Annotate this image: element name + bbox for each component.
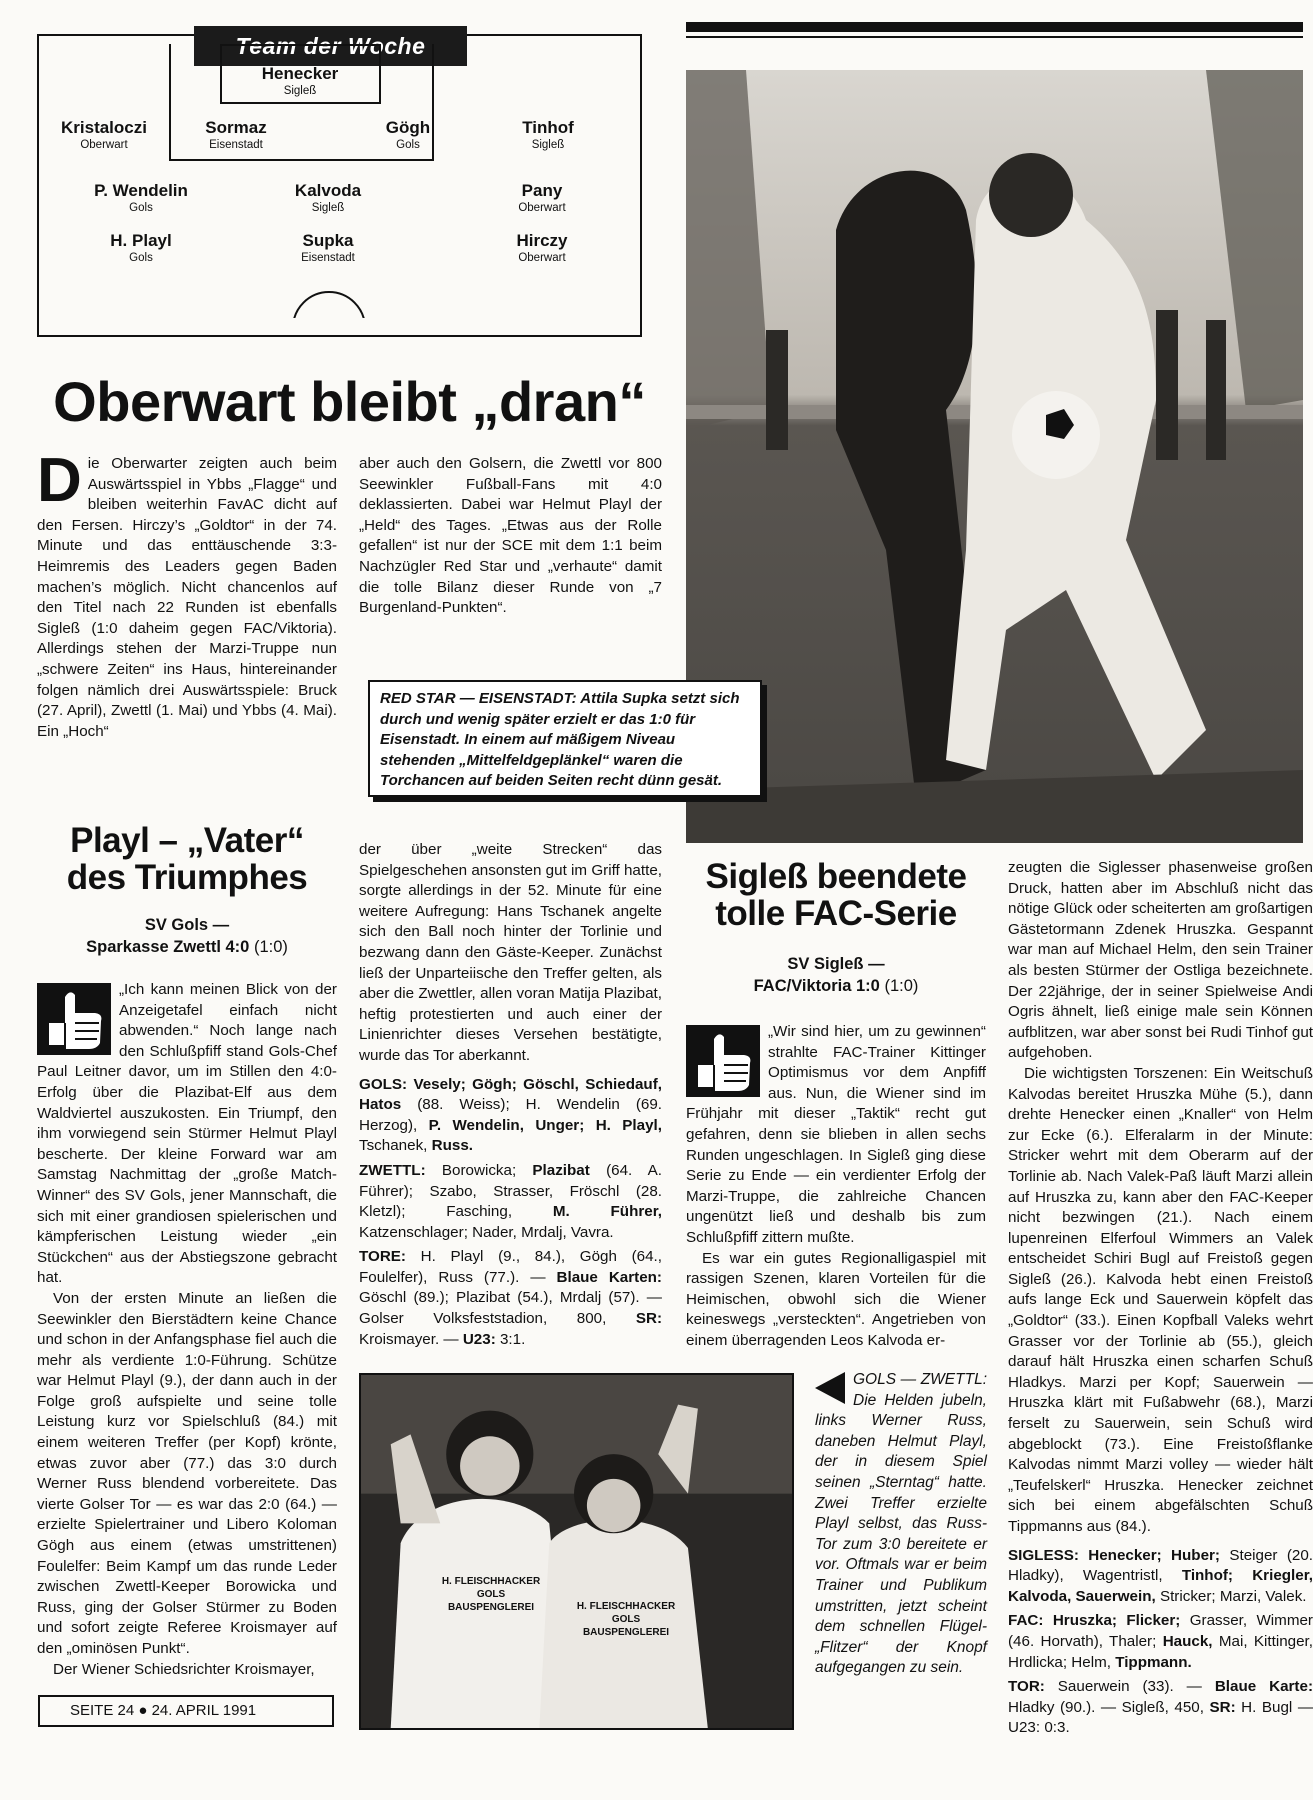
zwettl-lineup: ZWETTL: Borowicka; Plazibat (64. A. Führer); Szabo, Strasser, Fröschl (28. Kletzl); Fasching, M. Führer, Katzenschlager; Nader, Mrdalj, Vavra.: [359, 1161, 662, 1241]
gols-headline-line2: des Triumphes: [66, 858, 308, 898]
main-article-col2: [359, 454, 662, 619]
center-circle: [292, 291, 366, 365]
player-card: Henecker Sigleß: [261, 64, 339, 97]
player-card: Gögh Gols: [385, 118, 431, 151]
player-card: H. Playl Gols: [110, 231, 172, 264]
sigless-col1: [686, 1022, 986, 1352]
main-article-text-2: aber auch den Golsern, die Zwettl vor 800 Seewinkler Fußball-Fans mit 4:0 deklassierten. Dabei war Helmut Playl der „Held“ des Tages. „Etwas aus der Rolle gefallen“ ist nur der SCE mit dem 1:1 beim Nachzügler Red Star und „verhaute“ damit die tolle Bilanz dieser Runde von „7 Burgenland-Punkten“.: [359, 455, 662, 617]
match-photo-gols-zwettl: [359, 1373, 794, 1730]
fac-lineup: FAC: Hruszka; Flicker; Grasser, Wimmer (46. Horvath), Thaler; Hauck, Mai, Kittinger, Hrdlicka; Helm, Tippmann.: [1008, 1612, 1313, 1671]
jersey-print-right: H. FLEISCHHACKER GOLS BAUSPENGLEREI: [576, 1601, 676, 1638]
sigless-goals: TOR: Sauerwein (33). — Blaue Karte: Hladky (90.). — Sigleß, 450, SR: H. Bugl — U23: 0:3.: [1008, 1678, 1313, 1737]
dropcap: D: [37, 446, 82, 515]
sigless-lineup: SIGLESS: Henecker; Huber; Steiger (20. Hladky), Wagentristl, Tinhof; Kriegler, Kalvoda, Sauerwein, Stricker; Marzi, Valek.: [1008, 1546, 1313, 1605]
sigless-headline: [686, 858, 986, 932]
main-article-col1: [37, 446, 337, 742]
page-footer: SEITE 24 ● 24. APRIL 1991: [38, 1695, 334, 1727]
jersey-print-left: H. FLEISCHHACKER GOLS BAUSPENGLEREI: [441, 1576, 541, 1613]
main-article-text: ie Oberwarter zeigten auch beim Auswärtsspiel in Ybbs „Flagge“ und bleiben weiterhin FavAC dicht auf den Fersen. Hirczy’s „Goldtor“ in der 74. Minute und das enttäuschende 3:3-Heimremis des Leaders gegen Baden machen’s möglich. Nicht chancenlos auf den Titel nach 22 Runden ist ebenfalls Sigleß (1:0 daheim gegen FAC/Viktoria). Allerdings stehen der Marzi-Truppe nun „schwere Zeiten“ ins Haus, hintereinander folgen nämlich drei Auswärtsspiele: Bruck (27. April), Zwettl (1. Mai) und Ybbs (4. Mai). Ein „Hoch“: [37, 455, 337, 740]
player-card: Hirczy Oberwart: [516, 231, 568, 264]
sigless-para3: Die wichtigsten Torszenen: Ein Weitschuß Kalvodas bereitet Hruszka Mühe (5.), dann drehte Henecker einen „Knaller“ von Helm zur Ecke (6.). Elferalarm in der Minute: Stricker wehrt mit dem Oberarm auf der Torlinie ab. Nach Valek-Paß läuft Marzi allein auf Hruszka zu, kann aber den FAC-Keeper nicht bezwingen (21.). Nach einem lupenreinen Elferfoul Wimmers an Valek entscheidet Schiri Bugl auf Freistoß gegen Sigleß (26.). Kalvoda hebt einen Freistoß aufs lange Eck und Sauerwein köpfelt das „Goldtor“ (33.). Einen Kopfball Valeks wehrt Grasser vor der Torlinie ab (55.), gleich darauf hält Hruszka einen scharfen Schuß Hladkys. Marzi per Kopf; Sauerwein — Hruszka klärt mit Fußabwehr (68.), Marzi ferselt zu Sauerwein, sein Schuß wird abgeblockt (73.). Eine Freistoßflanke Kalvodas nimmt Marzi volley — wieder hält „Teufelskerl“ Hruszka. Henecker zeichnet sich bei einem abgefälschten Schuß Tippmanns aus (84.).: [1008, 1064, 1313, 1535]
thumbs-up-icon: [686, 1025, 760, 1097]
sigless-col2-text: zeugten die Siglesser phasenweise großen Druck, hatten aber im Abschluß nicht das nötige Glück oder scheiterten am großartigen Gästetormann Zdenek Hruszka. Gespannt war man auf Michael Helm, den sein Trainer als besten Stürmer der Ostliga bezeichnete. Der 22jährige, der in seiner Spielweise Andi Ogris ähnelt, ließ einige male sein Können aufblitzen, war aber sonst bei Rudi Tinhof gut aufgehoben.: [1008, 859, 1313, 1062]
gols-goals: TORE: H. Playl (9., 84.), Gögh (64., Foulelfer), Russ (77.). — Blaue Karten: Göschl (89.); Plazibat (54.), Mrdalj (57). — Golser Volksfeststadion, 800, SR: Kroismayer. — U23: 3:1.: [359, 1248, 662, 1348]
sigless-para2: Es war ein gutes Regionalligaspiel mit rassigen Szenen, klaren Vorteilen für die Heimischen, obwohl sich die Wiener keineswegs „versteckten“. Angetrieben von einem überragenden Leos Kalvoda er-: [686, 1249, 986, 1349]
player-card: Kalvoda Sigleß: [294, 181, 362, 214]
team-of-the-week-banner: Team der Woche: [194, 26, 467, 66]
gols-para3: Der Wiener Schiedsrichter Kroismayer,: [53, 1660, 315, 1678]
sigless-subheading: SV Sigleß — FAC/Viktoria 1:0 (1:0): [753, 955, 919, 995]
main-headline: Oberwart bleibt „dran“: [53, 370, 646, 433]
gols-col2-text: der über „weite Strecken“ das Spielgeschehen ansonsten gut im Griff hatte, sorgte allerdings in der 52. Minute für eine weitere Aufregung: Hans Tschanek angelte sich den Ball noch hinter der Torlinie und bezwang dann den Gäste-Keeper. Zunächst ließ der Unparteiische den Treffer gelten, als aber die Zwettler, allen voran Matija Plazibat, heftig protestierten und auch einer der Linienrichter dieses Versehen bestätigte, wurde das Tor aberkannt.: [359, 841, 662, 1064]
player-card: Supka Eisenstadt: [301, 231, 355, 264]
top-rule-thin: [686, 36, 1303, 38]
player-card: Tinhof Sigleß: [522, 118, 574, 151]
top-rule: [686, 22, 1303, 32]
player-card: P. Wendelin Gols: [94, 181, 188, 214]
caption-arrow-icon: [815, 1372, 845, 1404]
photo-caption-red-star: RED STAR — EISENSTADT: Attila Supka setzt sich durch und wenig später erzielt er das 1:0 für Eisenstadt. In einem auf mäßigem Niveau stehenden „Mittelfeldgeplänkel“ waren die Torchancen auf beiden Seiten recht dünn gesät.: [368, 680, 762, 797]
gols-intro: „Ich kann meinen Blick von der Anzeigetafel einfach nicht abwenden.“ Noch lange nach den Schlußpfiff stand Gols-Chef Paul Leitner davor, um im Stillen den 4:0-Erfolg über die Plazibat-Elf aus dem Waldviertel auszukosten. Ein Triumpf, den ihm vorwiegend sein Stürmer Helmut Playl bescherte. Der kleine Forward war am Samstag Nachmittag der „große Match-Winner“ des SV Gols, jener Mannschaft, die sich mit einer grandiosen spielerischen und kämpferischen Leistung wieder „ein Stückchen“ aus der Abstiegszone gebracht hat.: [37, 981, 337, 1287]
player-card: Sormaz Eisenstadt: [205, 118, 267, 151]
gols-col1: [37, 980, 337, 1680]
sigless-headline-line2: tolle FAC-Serie: [715, 894, 957, 934]
gols-col2: [359, 840, 662, 1350]
gols-para2: Von der ersten Minute an ließen die Seewinkler den Bierstädtern keine Chance und schon in der Anfangsphase fiel auch die mehr als verdiente 1:0-Führung. Schütze war Helmut Playl (9.), der dann auch in der Folge groß aufspielte und seine tolle Leistung kurz vor Spielschluß (84.) mit einem weiteren Treffer (per Kopf) krönte, etwas zuvor aber (77.) das 3:0 durch Werner Russ blendend vorbereitete. Das vierte Golser Tor — es war das 2:0 (64.) — erzielte Spielertrainer und Libero Koloman Gögh aus einem (etwas umstrittenen) Foulelfer: Beim Kampf um das runde Leder zwischen Zwettl-Keeper Borowicka und Russ, ging der Golser Stürmer zu Boden und sofort zeigte Referee Kroismayer auf den „ominösen Punkt“.: [37, 1289, 337, 1657]
sigless-headline-line1: Sigleß beendete: [705, 857, 967, 896]
match-photo-red-star-eisenstadt: [686, 70, 1303, 843]
player-card: Kristaloczi Oberwart: [61, 118, 147, 151]
gols-subheading: SV Gols — Sparkasse Zwettl 4:0 (1:0): [86, 916, 288, 956]
gols-lineup: GOLS: Vesely; Gögh; Göschl, Schiedauf, Hatos (88. Weiss); H. Wendelin (69. Herzog), P. Wendelin, Unger; H. Playl, Tschanek, Russ.: [359, 1075, 662, 1155]
sigless-col2: [1008, 858, 1313, 1737]
team-of-the-week-box: [37, 34, 642, 337]
thumbs-up-icon: [37, 983, 111, 1055]
photo-caption-gols: GOLS — ZWETTL: Die Helden jubeln, links Werner Russ, daneben Helmut Playl, der in diesem Spiel seinen „Sterntag“ hatte. Zwei Treffer erzielte Playl selbst, das Russ-Tor zum 3:0 bereitete er vor. Oftmals war er beim Trainer und Publikum umstritten, jetzt scheint dem schnellen Flügel-„Flitzer“ der Knopf aufgegangen zu sein.: [815, 1371, 987, 1677]
sigless-intro: „Wir sind hier, um zu gewinnen“ strahlte FAC-Trainer Kittinger Optimismus vor dem Anpfiff aus. Nun, die Wiener sind im Frühjahr mit dieser „Taktik“ recht gut gefahren, denn sie blieben in allen sechs Runden ungeschlagen. In Sigleß ging diese Serie zu Ende — ein verdienter Erfolg der Marzi-Truppe, die zahlreiche Chancen ungenützt ließ und deshalb bis zum Schlußpfiff zittern mußte.: [686, 1023, 986, 1246]
gols-headline-line1: Playl – „Vater“: [70, 821, 304, 860]
player-card: Pany Oberwart: [518, 181, 566, 214]
gols-headline: [37, 822, 337, 896]
